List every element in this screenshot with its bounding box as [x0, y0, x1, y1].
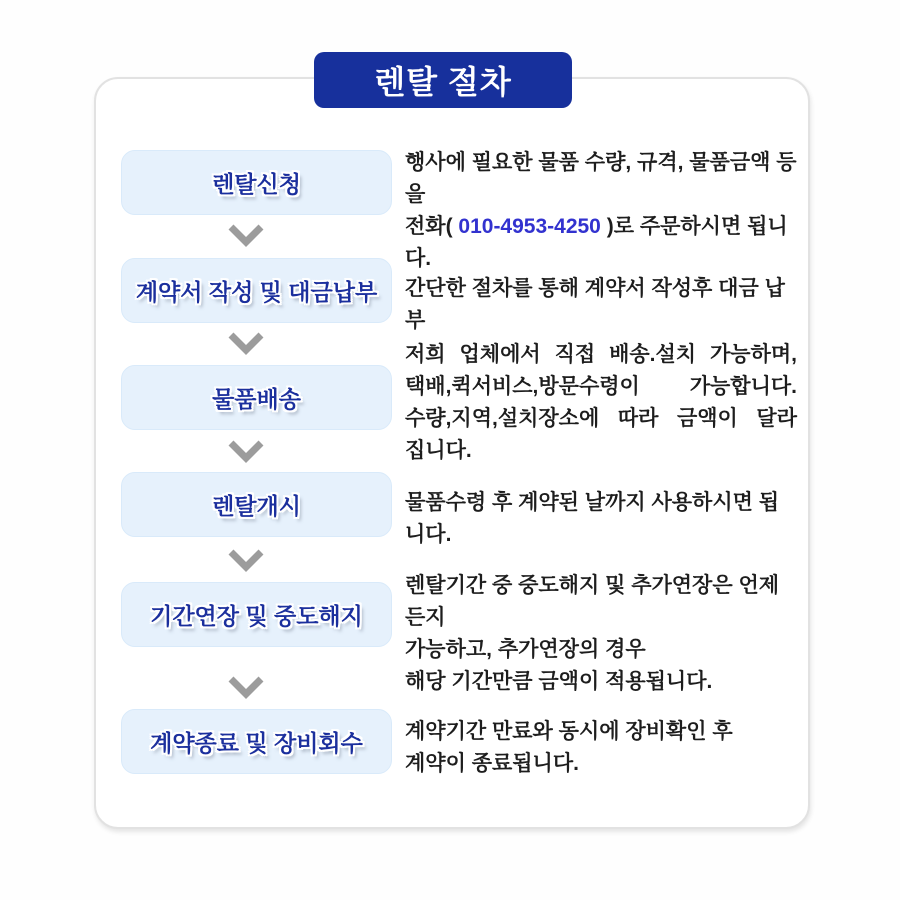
chevron-down-icon [227, 675, 265, 699]
step-description-extension-termination [405, 570, 797, 698]
step-box-extension-termination: 기간연장 및 중도해지 [121, 582, 392, 647]
page-title: 렌탈 절차 [314, 52, 572, 108]
step-description-line: 택배,퀵서비스,방문수령이 가능합니다. [405, 375, 797, 398]
step-description-line: 해당 기간만큼 금액이 적용됩니다. [405, 670, 713, 693]
step-description-line: 물품수령 후 계약된 날까지 사용하시면 됩니다. [405, 491, 780, 546]
step-description-line: 계약기간 만료와 동시에 장비확인 후 [405, 720, 733, 743]
step-box-rental-application: 렌탈신청 [121, 150, 392, 215]
step-description-line: 수량,지역,설치장소에 따라 금액이 달라 [405, 407, 797, 430]
chevron-down-icon [227, 439, 265, 463]
chevron-down-icon [227, 331, 265, 355]
step-description-contract-payment [405, 273, 797, 337]
step-description-line: 행사에 필요한 물품 수량, 규격, 물품금액 등을 [405, 151, 797, 206]
step-description-line: 가능하고, 추가연장의 경우 [405, 638, 646, 661]
step-description-line: 계약이 종료됩니다. [405, 752, 579, 775]
step-description-line [405, 211, 797, 275]
phone-line-suffix: )로 주문하시면 됩니다. [405, 215, 788, 270]
step-description-contract-end-equipment-return [405, 716, 797, 780]
step-description-line: 저희 업체에서 직접 배송.설치 가능하며, [405, 343, 797, 366]
chevron-down-icon [227, 548, 265, 572]
step-box-rental-start: 렌탈개시 [121, 472, 392, 537]
step-box-contract-payment: 계약서 작성 및 대금납부 [121, 258, 392, 323]
phone-line-prefix: 전화( [405, 215, 459, 238]
phone-number: 010-4953-4250 [458, 215, 601, 238]
step-description-line: 간단한 절차를 통해 계약서 작성후 대금 납부 [405, 277, 785, 332]
step-description-rental-application [405, 147, 797, 275]
step-description-goods-delivery [405, 339, 797, 467]
step-description-rental-start [405, 487, 797, 551]
step-box-contract-end-equipment-return: 계약종료 및 장비회수 [121, 709, 392, 774]
step-description-line: 렌탈기간 중 중도해지 및 추가연장은 언제든지 [405, 574, 780, 629]
step-box-goods-delivery: 물품배송 [121, 365, 392, 430]
chevron-down-icon [227, 223, 265, 247]
step-description-line: 집니다. [405, 439, 472, 462]
